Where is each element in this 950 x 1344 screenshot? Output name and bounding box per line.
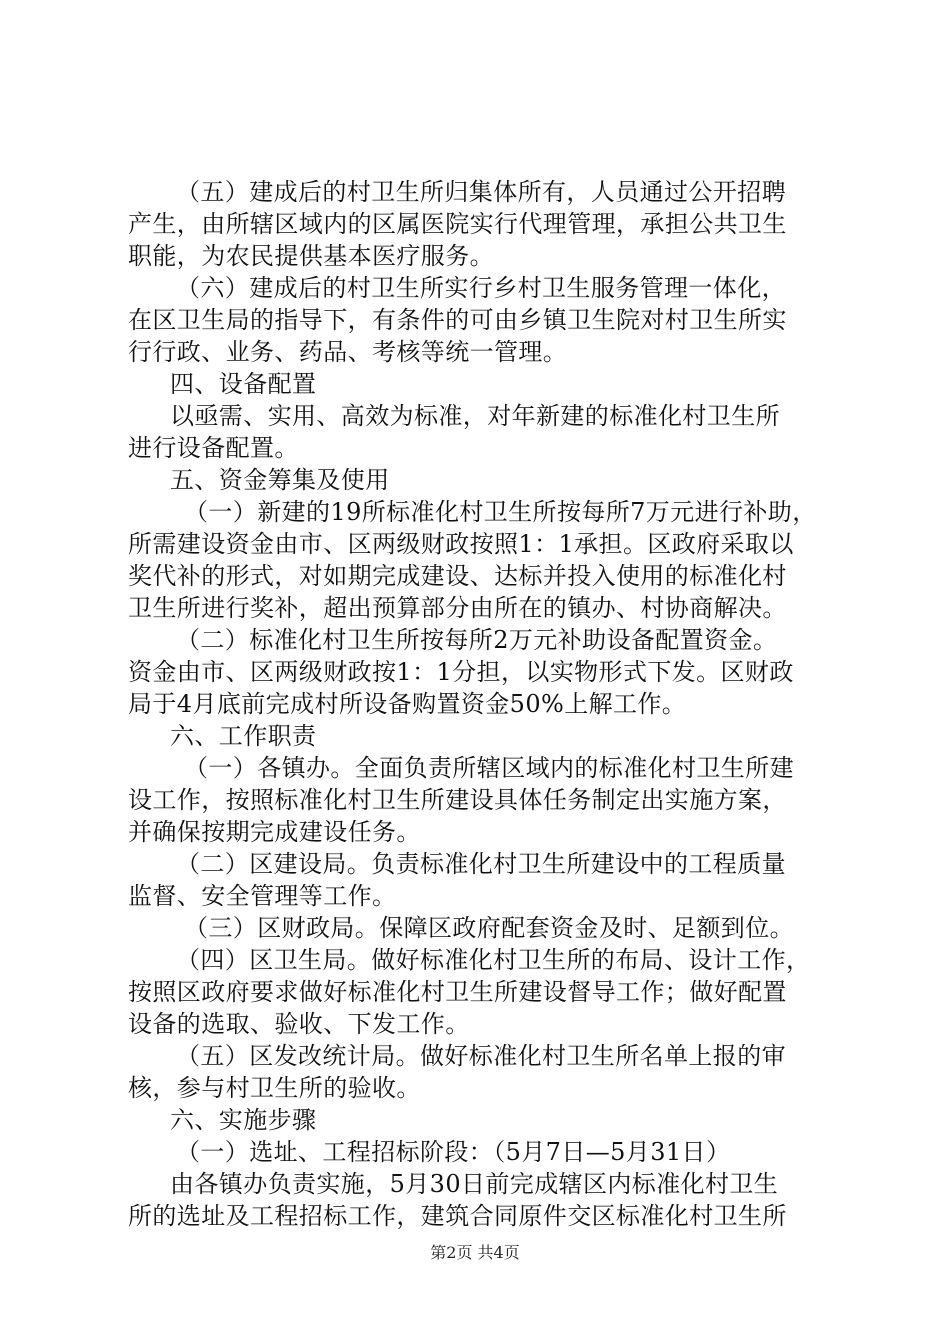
paragraph-line: 进行设备配置。: [128, 434, 299, 462]
paragraph-line: （三）区财政局。保障区政府配套资金及时、足额到位。: [184, 914, 794, 942]
paragraph-line: （四）区卫生局。做好标准化村卫生所的布局、设计工作，: [176, 946, 811, 974]
paragraph-line: （五）区发改统计局。做好标准化村卫生所名单上报的审: [176, 1042, 786, 1070]
paragraph-line: 监督、安全管理等工作。: [128, 882, 397, 910]
paragraph-line: 并确保按期完成建设任务。: [128, 818, 421, 846]
paragraph-line: 以亟需、实用、高效为标准，对年新建的标准化村卫生所: [170, 402, 780, 430]
paragraph-line: （一）新建的19所标准化村卫生所按每所7万元进行补助，: [184, 498, 817, 526]
paragraph-line: 设工作，按照标准化村卫生所建设具体任务制定出实施方案，: [128, 786, 787, 814]
paragraph-line: （一）选址、工程招标阶段：（5月7日—5月31日）: [176, 1138, 731, 1166]
section-heading: 四、设备配置: [170, 370, 317, 398]
paragraph-line: 局于4月底前完成村所设备购置资金50%上解工作。: [128, 690, 687, 718]
paragraph-line: 卫生所进行奖补，超出预算部分由所在的镇办、村协商解决。: [128, 594, 787, 622]
paragraph-line: 在区卫生局的指导下，有条件的可由乡镇卫生院对村卫生所实: [128, 306, 787, 334]
section-heading: 五、资金筹集及使用: [170, 466, 390, 494]
paragraph-line: 产生，由所辖区域内的区属医院实行代理管理，承担公共卫生: [128, 210, 787, 238]
paragraph-line: 奖代补的形式，对如期完成建设、达标并投入使用的标准化村: [128, 562, 787, 590]
paragraph-line: 职能，为农民提供基本医疗服务。: [128, 242, 494, 270]
paragraph-line: （一）各镇办。全面负责所辖区域内的标准化村卫生所建: [184, 754, 794, 782]
paragraph-line: 按照区政府要求做好标准化村卫生所建设督导工作；做好配置: [128, 978, 787, 1006]
page-number-footer: 第2页 共4页: [430, 1243, 520, 1262]
document-body: [128, 176, 834, 1232]
paragraph-line: （二）区建设局。负责标准化村卫生所建设中的工程质量: [176, 850, 786, 878]
section-heading: 六、工作职责: [170, 722, 317, 750]
section-heading: 六、实施步骤: [170, 1106, 317, 1134]
paragraph-line: （五）建成后的村卫生所归集体所有，人员通过公开招聘: [176, 178, 786, 206]
paragraph-line: （二）标准化村卫生所按每所2万元补助设备配置资金。: [176, 626, 778, 654]
paragraph-line: （六）建成后的村卫生所实行乡村卫生服务管理一体化，: [176, 274, 786, 302]
paragraph-line: 核，参与村卫生所的验收。: [128, 1074, 421, 1102]
paragraph-line: 所需建设资金由市、区两级财政按照1：1承担。区政府采取以: [128, 530, 794, 558]
paragraph-line: 行行政、业务、药品、考核等统一管理。: [128, 338, 568, 366]
paragraph-line: 由各镇办负责实施，5月30日前完成辖区内标准化村卫生: [170, 1170, 779, 1198]
paragraph-line: 设备的选取、验收、下发工作。: [128, 1010, 470, 1038]
paragraph-line: 资金由市、区两级财政按1：1分担，以实物形式下发。区财政: [128, 658, 794, 686]
paragraph-line: 所的选址及工程招标工作，建筑合同原件交区标准化村卫生所: [128, 1202, 787, 1230]
